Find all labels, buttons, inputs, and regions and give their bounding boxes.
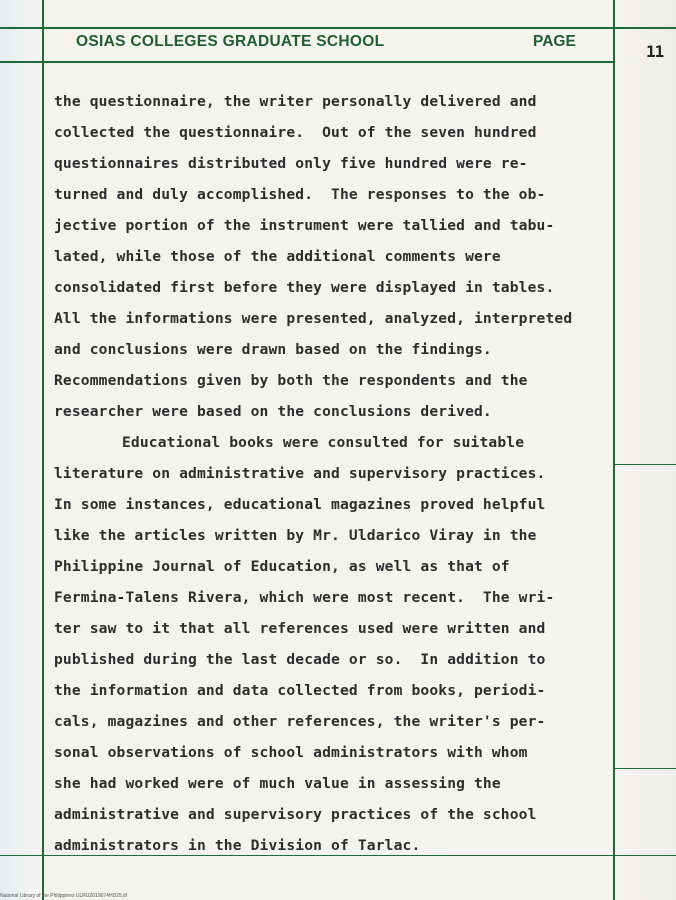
text-line: consolidated first before they were displayed in tables. — [54, 279, 555, 296]
text-line: and conclusions were drawn based on the findings. — [54, 341, 492, 358]
page-number: 11 — [646, 42, 664, 61]
text-line: administrative and supervisory practices of the school — [54, 806, 537, 823]
text-line: turned and duly accomplished. The responses to the ob- — [54, 186, 546, 203]
text-line: In some instances, educational magazines proved helpful — [54, 496, 546, 513]
left-margin-rule — [42, 0, 44, 900]
text-line: Philippine Journal of Education, as well as that of — [54, 558, 510, 575]
scan-footer: National Library of the Philippines ULRU2019074HD25.tif — [0, 893, 128, 899]
text-line: administrators in the Division of Tarlac. — [54, 837, 421, 854]
text-line: published during the last decade or so. In addition to — [54, 651, 546, 668]
text-line: ter saw to it that all references used were written and — [54, 620, 546, 637]
header-title: OSIAS COLLEGES GRADUATE SCHOOL — [76, 33, 385, 50]
text-line: jective portion of the instrument were tallied and tabu- — [54, 217, 555, 234]
text-line: Fermina-Talens Rivera, which were most recent. The wri- — [54, 589, 555, 606]
header-bottom-rule — [0, 61, 615, 63]
paragraph-first-line: Educational books were consulted for suitable — [122, 434, 525, 451]
text-line: cals, magazines and other references, the writer's per- — [54, 713, 546, 730]
text-line: the information and data collected from books, periodi- — [54, 682, 546, 699]
text-line: researcher were based on the conclusions derived. — [54, 403, 492, 420]
text-line: Recommendations given by both the respondents and the — [54, 372, 528, 389]
header-top-rule — [0, 27, 676, 29]
text-line: collected the questionnaire. Out of the seven hundred — [54, 124, 537, 141]
text-line: the questionnaire, the writer personally delivered and — [54, 93, 537, 110]
text-line: like the articles written by Mr. Uldarico Viray in the — [54, 527, 537, 544]
text-line: literature on administrative and supervisory practices. — [54, 465, 546, 482]
text-line: sonal observations of school administrators with whom — [54, 744, 528, 761]
body-text — [54, 86, 626, 861]
header-page-label: PAGE — [533, 33, 576, 50]
text-line: questionnaires distributed only five hundred were re- — [54, 155, 528, 172]
text-line: lated, while those of the additional comments were — [54, 248, 501, 265]
text-line: she had worked were of much value in assessing the — [54, 775, 501, 792]
text-line: All the informations were presented, analyzed, interpreted — [54, 310, 573, 327]
